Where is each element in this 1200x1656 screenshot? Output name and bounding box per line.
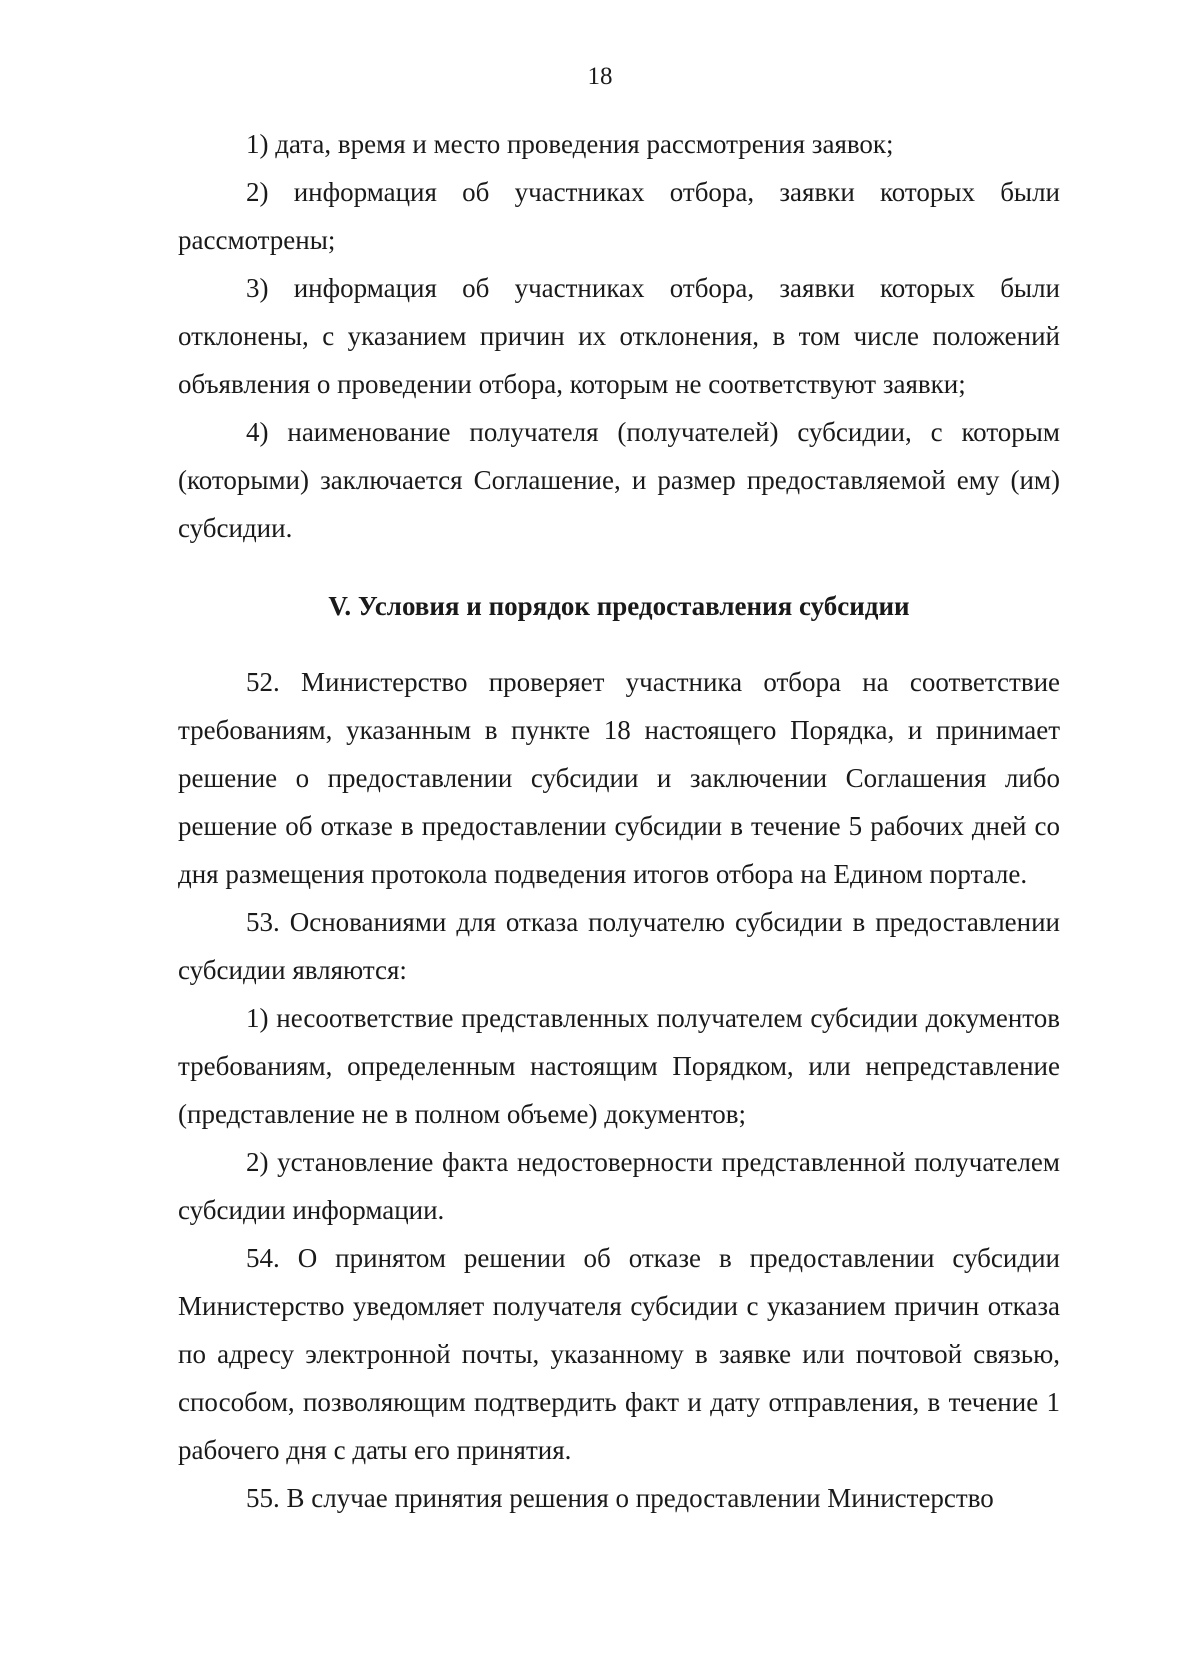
section-heading: V. Условия и порядок предоставления субсидии xyxy=(328,591,910,621)
clause-54: 54. О принятом решении об отказе в предоставлении субсидии Министерство уведомляет получателя субсидии с указанием причин отказа по адресу электронной почты, указанному в заявке или почтовой связью, способом, позволяющим подтвердить факт и дату отправления, в течение 1 рабочего дня с даты его принятия. xyxy=(178,1243,1060,1465)
clause-53: 53. Основаниями для отказа получателю субсидии в предоставлении субсидии являются: xyxy=(178,907,1060,985)
clause-52: 52. Министерство проверяет участника отбора на соответствие требованиям, указанным в пункте 18 настоящего Порядка, и принимает решение о предоставлении субсидии и заключении Соглашения либо решение об отказе в предоставлении субсидии в течение 5 рабочих дней со дня размещения протокола подведения итогов отбора на Едином портале. xyxy=(178,667,1060,889)
list-item-4: 4) наименование получателя (получателей) субсидии, с которым (которыми) заключается Соглашение, и размер предоставляемой ему (им) субсидии. xyxy=(178,417,1060,543)
list-item-1: 1) дата, время и место проведения рассмотрения заявок; xyxy=(246,129,894,159)
clause-53-item-2: 2) установление факта недостоверности представленной получателем субсидии информации. xyxy=(178,1147,1060,1225)
clause-53-item-1: 1) несоответствие представленных получателем субсидии документов требованиям, определенным настоящим Порядком, или непредставление (представление не в полном объеме) документов; xyxy=(178,1003,1060,1129)
list-item-3: 3) информация об участниках отбора, заявки которых были отклонены, с указанием причин их отклонения, в том числе положений объявления о проведении отбора, которым не соответствуют заявки; xyxy=(178,273,1060,399)
list-item-2: 2) информация об участниках отбора, заявки которых были рассмотрены; xyxy=(178,177,1060,255)
page-number: 18 xyxy=(587,63,613,90)
document-body xyxy=(178,120,1060,1522)
clause-55: 55. В случае принятия решения о предоставлении Министерство xyxy=(246,1483,994,1513)
